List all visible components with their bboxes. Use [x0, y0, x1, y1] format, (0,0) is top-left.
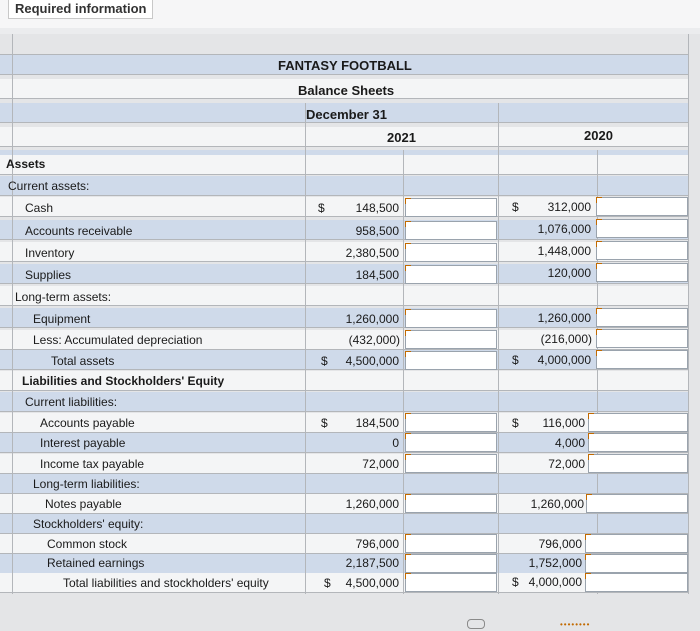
- interest-payable-2020-amount: 4,000: [554, 436, 585, 450]
- currency-symbol: $: [512, 575, 519, 589]
- percent-input-2021-accounts-receivable[interactable]: [405, 221, 497, 240]
- percent-input-2021-accounts-payable[interactable]: [405, 413, 497, 432]
- supplies-label: Supplies: [25, 268, 72, 282]
- income-tax-payable-2021-amount: 72,000: [362, 457, 399, 471]
- total-assets-2020-amount: 4,000,000: [537, 353, 591, 367]
- long-term-assets-label: Long-term assets:: [15, 290, 112, 304]
- year-2020-heading: 2020: [584, 128, 613, 143]
- notes-payable-2020-amount: 1,260,000: [530, 497, 584, 511]
- common-stock-2021-amount: 796,000: [355, 537, 399, 551]
- percent-input-2021-cash[interactable]: [405, 198, 497, 217]
- accounts-payable-2021-amount: 184,500: [355, 416, 399, 430]
- income-tax-payable-2020-amount: 72,000: [548, 457, 585, 471]
- inventory-2020-amount: 1,448,000: [537, 244, 591, 258]
- currency-symbol: $: [318, 201, 325, 215]
- accounts-receivable-2021-amount: 958,500: [355, 224, 399, 238]
- retained-earnings-2020-amount: 1,752,000: [528, 556, 582, 570]
- accounts-payable-label: Accounts payable: [40, 416, 135, 430]
- interest-payable-2021-amount: 0: [392, 436, 399, 450]
- percent-input-2020-cash[interactable]: [596, 197, 688, 216]
- required-information-tab[interactable]: Required information: [8, 0, 153, 19]
- header-spacer-row: [0, 34, 688, 55]
- common-stock-label: Common stock: [47, 537, 128, 551]
- income-tax-payable-label: Income tax payable: [40, 457, 145, 471]
- interest-payable-label: Interest payable: [40, 436, 126, 450]
- link-icon: [467, 619, 485, 629]
- equipment-label: Equipment: [33, 312, 91, 326]
- assets-label: Assets: [6, 157, 46, 171]
- accumulated-depreciation-2020-amount: (216,000): [540, 332, 592, 346]
- percent-input-2020-total-liabilities-equity[interactable]: [585, 573, 688, 592]
- grid-line: [403, 150, 404, 594]
- percent-input-2020-accounts-receivable[interactable]: [596, 219, 688, 238]
- percent-input-2020-accounts-payable[interactable]: [588, 413, 688, 432]
- row-current-assets: [0, 176, 688, 196]
- percent-input-2020-supplies[interactable]: [596, 263, 688, 282]
- grid-line: [498, 103, 499, 594]
- grid-line: [305, 103, 306, 594]
- percent-input-2021-total-assets[interactable]: [405, 351, 497, 370]
- percent-input-2021-inventory[interactable]: [405, 243, 497, 262]
- supplies-2021-amount: 184,500: [355, 268, 399, 282]
- percent-input-2020-accumulated-depreciation[interactable]: [596, 329, 688, 348]
- percent-input-2021-accumulated-depreciation[interactable]: [405, 330, 497, 349]
- currency-symbol: $: [512, 416, 519, 430]
- statement-title: Balance Sheets: [298, 83, 395, 98]
- accounts-receivable-2020-amount: 1,076,000: [537, 222, 591, 236]
- long-term-liabilities-label: Long-term liabilities:: [33, 477, 140, 491]
- balance-sheet-worksheet: [0, 34, 700, 631]
- percent-input-2020-retained-earnings[interactable]: [585, 554, 688, 573]
- currency-symbol: $: [512, 353, 519, 367]
- year-2021-heading: 2021: [387, 130, 416, 145]
- statement-date: December 31: [306, 107, 387, 122]
- inventory-2021-amount: 2,380,500: [345, 246, 399, 260]
- retained-earnings-2021-amount: 2,187,500: [345, 556, 399, 570]
- percent-input-2021-equipment[interactable]: [405, 309, 497, 328]
- retained-earnings-label: Retained earnings: [47, 556, 145, 570]
- percent-input-2021-notes-payable[interactable]: [405, 494, 497, 513]
- total-assets-label: Total assets: [51, 354, 115, 368]
- accounts-receivable-label: Accounts receivable: [25, 224, 133, 238]
- percent-input-2021-common-stock[interactable]: [405, 534, 497, 553]
- currency-symbol: $: [324, 576, 331, 590]
- more-indicator-icon: ••••••••: [560, 620, 591, 629]
- percent-input-2020-interest-payable[interactable]: [588, 433, 688, 452]
- percent-input-2021-total-liabilities-equity[interactable]: [405, 573, 497, 592]
- currency-symbol: $: [321, 354, 328, 368]
- percent-input-2021-interest-payable[interactable]: [405, 433, 497, 452]
- stockholders-equity-label: Stockholders' equity:: [33, 517, 144, 531]
- percent-input-2021-retained-earnings[interactable]: [405, 554, 497, 573]
- equipment-2020-amount: 1,260,000: [537, 311, 591, 325]
- grid-line: [688, 34, 689, 594]
- equipment-2021-amount: 1,260,000: [345, 312, 399, 326]
- company-name: FANTASY FOOTBALL: [278, 58, 412, 73]
- inventory-label: Inventory: [25, 246, 75, 260]
- common-stock-2020-amount: 796,000: [538, 537, 582, 551]
- accounts-payable-2020-amount: 116,000: [542, 416, 585, 430]
- total-liabilities-equity-2021-amount: 4,500,000: [345, 576, 399, 590]
- percent-input-2021-income-tax-payable[interactable]: [405, 454, 497, 473]
- grid-line: [12, 34, 13, 594]
- notes-payable-label: Notes payable: [45, 497, 122, 511]
- cash-label: Cash: [25, 201, 54, 215]
- total-assets-2021-amount: 4,500,000: [345, 354, 399, 368]
- liabilities-equity-label: Liabilities and Stockholders' Equity: [22, 374, 225, 388]
- accumulated-depreciation-label: Less: Accumulated depreciation: [33, 333, 203, 347]
- percent-input-2020-notes-payable[interactable]: [586, 494, 688, 513]
- grid-line: [597, 150, 598, 594]
- percent-input-2020-equipment[interactable]: [596, 308, 688, 327]
- currency-symbol: $: [321, 416, 328, 430]
- cash-2020-amount: 312,000: [547, 200, 591, 214]
- supplies-2020-amount: 120,000: [547, 266, 591, 280]
- percent-input-2021-supplies[interactable]: [405, 265, 497, 284]
- notes-payable-2021-amount: 1,260,000: [345, 497, 399, 511]
- top-bar: [0, 0, 700, 28]
- percent-input-2020-income-tax-payable[interactable]: [588, 454, 688, 473]
- accumulated-depreciation-2021-amount: (432,000): [348, 333, 400, 347]
- percent-input-2020-total-assets[interactable]: [596, 350, 688, 369]
- percent-input-2020-inventory[interactable]: [596, 241, 688, 260]
- percent-input-2020-common-stock[interactable]: [585, 534, 688, 553]
- currency-symbol: $: [512, 200, 519, 214]
- total-liabilities-equity-2020-amount: 4,000,000: [528, 575, 582, 589]
- current-liabilities-label: Current liabilities:: [25, 395, 118, 409]
- current-assets-label: Current assets:: [8, 179, 90, 193]
- total-liabilities-equity-label: Total liabilities and stockholders' equity: [63, 576, 269, 590]
- row-assets: [0, 155, 688, 175]
- cash-2021-amount: 148,500: [355, 201, 399, 215]
